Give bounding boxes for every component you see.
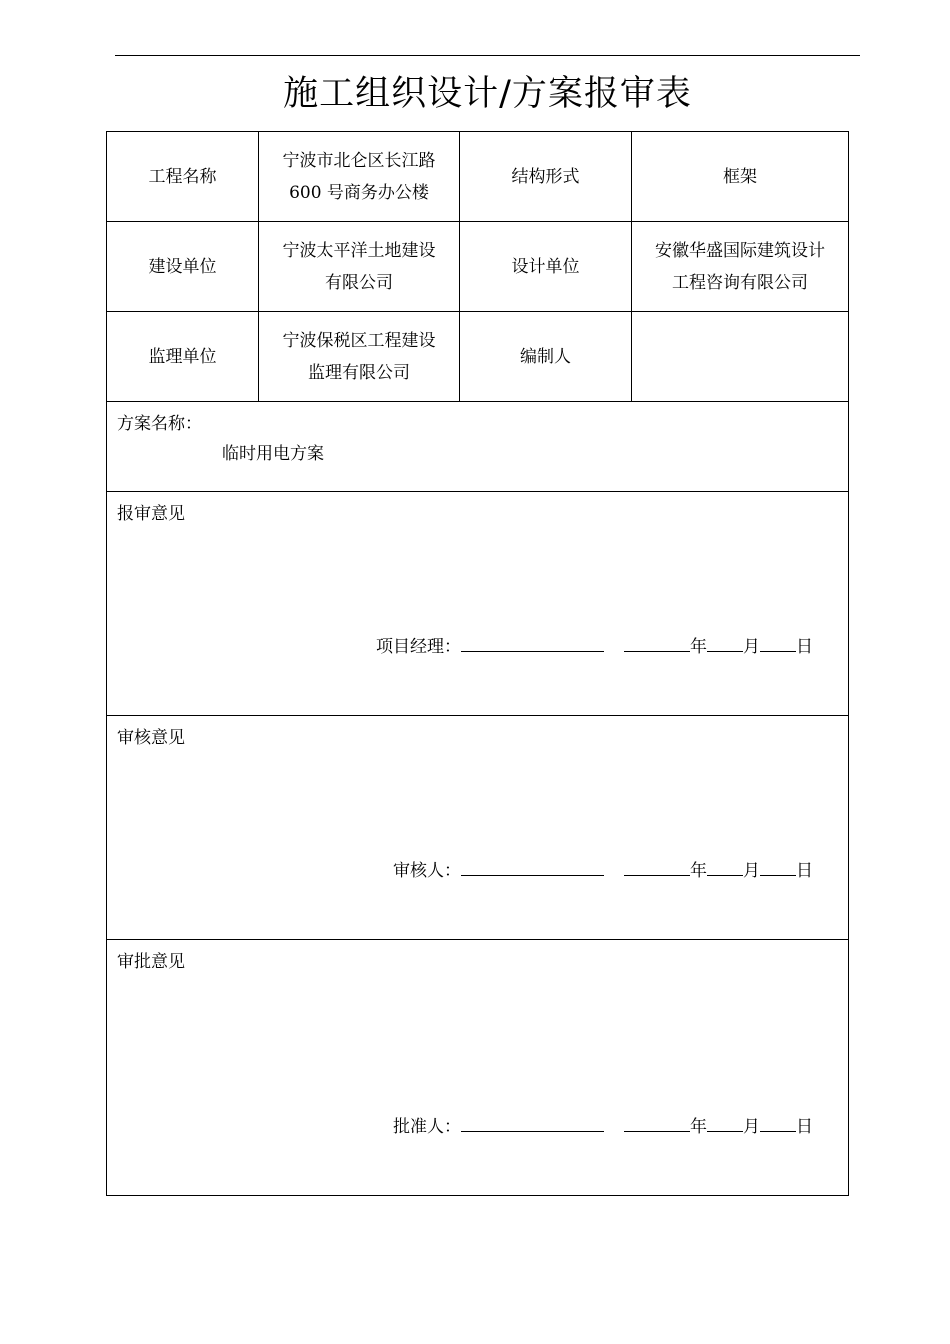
structure-value: 框架	[632, 132, 849, 222]
review-opinion-cell[interactable]	[107, 716, 849, 940]
submission-opinion-label: 报审意见	[117, 504, 185, 524]
project-name-line2: 600 号商务办公楼	[289, 182, 429, 203]
submission-opinion-cell[interactable]	[107, 492, 849, 716]
compiler-label: 编制人	[460, 312, 632, 402]
review-opinion-label: 审核意见	[117, 728, 185, 748]
scheme-cell	[107, 402, 849, 492]
review-month-label: 月	[743, 861, 760, 881]
scheme-label: 方案名称：	[117, 414, 202, 434]
project-manager-label: 项目经理：	[376, 637, 461, 657]
row-submission	[107, 492, 849, 716]
reviewer-label: 审核人：	[393, 861, 461, 881]
designer-line2: 工程咨询有限公司	[672, 272, 808, 293]
review-year-label: 年	[690, 861, 707, 881]
supervisor-value	[259, 312, 460, 402]
review-signature-line	[393, 857, 813, 885]
review-year-blank[interactable]	[624, 857, 690, 876]
builder-line1: 宁波太平洋土地建设	[282, 240, 436, 261]
approval-form-table	[106, 131, 849, 1196]
review-month-blank[interactable]	[707, 857, 743, 876]
submission-day-blank[interactable]	[760, 633, 796, 652]
builder-value	[259, 222, 460, 312]
designer-value	[632, 222, 849, 312]
scheme-value: 临时用电方案	[222, 444, 324, 464]
submission-year-label: 年	[690, 637, 707, 657]
approval-opinion-cell[interactable]	[107, 940, 849, 1196]
page-title: 施工组织设计/方案报审表	[283, 74, 692, 114]
submission-year-blank[interactable]	[624, 633, 690, 652]
builder-line2: 有限公司	[325, 272, 393, 293]
reviewer-signature-blank[interactable]	[461, 857, 604, 876]
approver-label: 批准人：	[393, 1117, 461, 1137]
supervisor-line2: 监理有限公司	[308, 362, 410, 383]
header-rule	[115, 55, 860, 56]
builder-label: 建设单位	[107, 222, 259, 312]
approval-year-label: 年	[690, 1117, 707, 1137]
submission-month-label: 月	[743, 637, 760, 657]
submission-signature-line	[376, 633, 813, 661]
designer-label: 设计单位	[460, 222, 632, 312]
project-manager-signature-blank[interactable]	[461, 633, 604, 652]
approval-day-blank[interactable]	[760, 1113, 796, 1132]
row-scheme	[107, 402, 849, 492]
designer-line1: 安徽华盛国际建筑设计	[655, 240, 825, 261]
submission-day-label: 日	[796, 637, 813, 657]
approver-signature-blank[interactable]	[461, 1113, 604, 1132]
row-builder	[107, 222, 849, 312]
supervisor-label: 监理单位	[107, 312, 259, 402]
project-name-line1: 宁波市北仑区长江路	[282, 150, 436, 171]
review-day-blank[interactable]	[760, 857, 796, 876]
approval-month-blank[interactable]	[707, 1113, 743, 1132]
project-name-label: 工程名称	[107, 132, 259, 222]
approval-opinion-label: 审批意见	[117, 952, 185, 972]
approval-month-label: 月	[743, 1117, 760, 1137]
compiler-value[interactable]	[632, 312, 849, 402]
row-approval	[107, 940, 849, 1196]
review-day-label: 日	[796, 861, 813, 881]
approval-day-label: 日	[796, 1117, 813, 1137]
row-review	[107, 716, 849, 940]
submission-month-blank[interactable]	[707, 633, 743, 652]
row-project	[107, 132, 849, 222]
row-supervisor	[107, 312, 849, 402]
approval-year-blank[interactable]	[624, 1113, 690, 1132]
structure-label: 结构形式	[460, 132, 632, 222]
project-name-value	[259, 132, 460, 222]
supervisor-line1: 宁波保税区工程建设	[282, 330, 436, 351]
approval-signature-line	[393, 1113, 813, 1141]
